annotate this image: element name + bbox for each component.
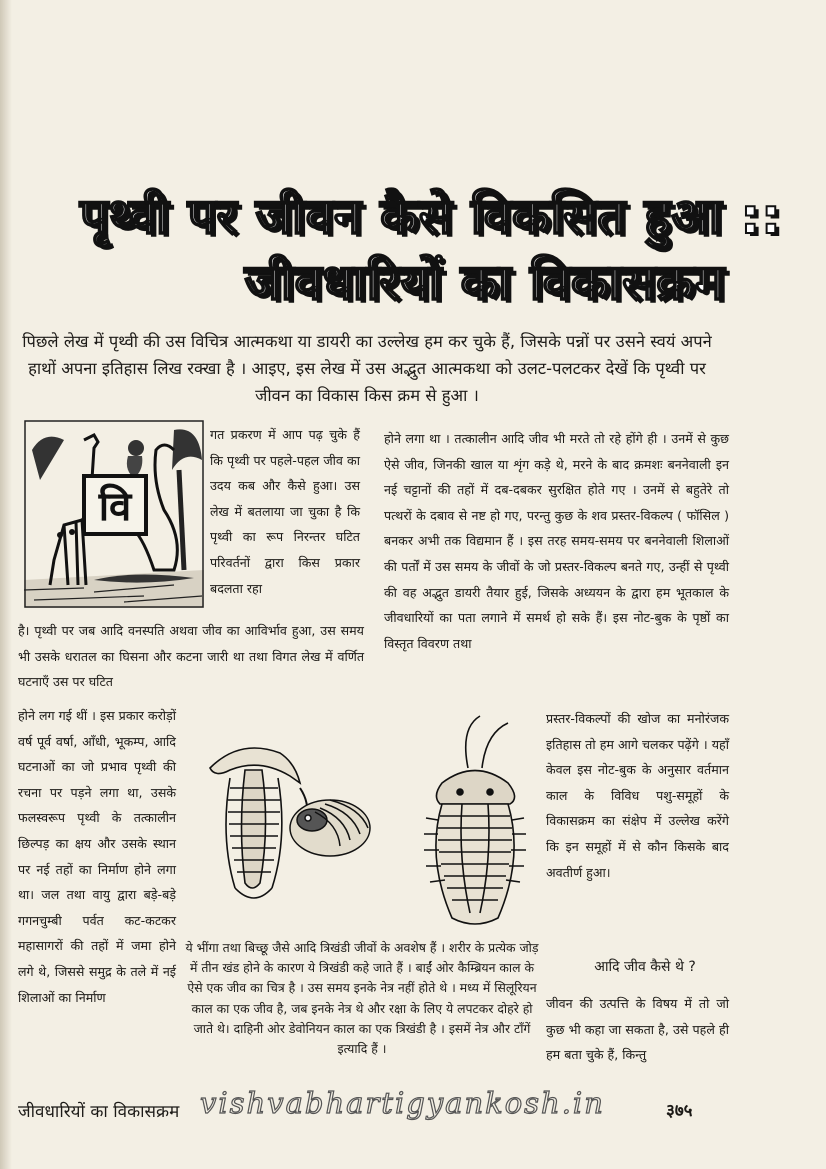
devonian-trilobite-icon — [424, 716, 526, 924]
column1-para-c: होने लग गई थीं । इस प्रकार करोड़ों वर्ष पूर्व वर्षा, आँधी, भूकम्प, आदि घटनाओं का जो प्रभाव पृथ्वी की रचना पर पड़ने लगा था, उसके फलस्वरूप पृथ्वी के तत्कालीन छिल्पड़ का क्षय और उसके स्थान पर नई तहों का निर्माण होने लगा था। जल तथा वायु द्वारा बड़े-बड़े गगनचुम्बी पर्वत कट-कटकर महासागरों की तहों में जमा होने लगे थे, जिससे समुद्र के तले में नई शिलाओं का निर्माण — [18, 708, 176, 1005]
trilobite-illustration — [190, 708, 530, 933]
trilobite-fossils-image — [190, 708, 530, 933]
intro-paragraph: पिछले लेख में पृथ्वी की उस विचित्र आत्मकथा या डायरी का उल्लेख हम कर चुके हैं, जिसके पन्नों पर उसने स्वयं अपने हाथों अपना इतिहास लिख रक्खा है । आइए, इस लेख में उस अद्भुत आत्मकथा को उलट-पलटकर देखें कि पृथ्वी पर जीवन का विकास किस क्रम से हुआ । — [22, 332, 712, 405]
section-subheading: आदि जीव कैसे थे ? — [594, 959, 696, 975]
watermark-text: vishvabhartigyankosh.in — [200, 1086, 605, 1120]
column2-para-a: होने लगा था । तत्कालीन आदि जीव भी मरते तो रहे होंगे ही । उनमें से कुछ ऐसे जीव, जिनकी खाल या शृंग कड़े थे, मरने के बाद क्रमशः बननेवाली इन नई चट्टानों की तहों में दब-दबकर सुरक्षित होते गए । उनमें से बहुतेरे तो पत्थरों के दबाव से नष्ट हो गए, परन्तु कुछ के शव प्रस्तर-विकल्प ( फॉसिल ) बनकर अभी तक विद्यमान हैं । इस तरह समय-समय पर बननेवाली शिलाओं की पर्तों में उस समय के जीवों के जो प्रस्तर-विकल्प बनते गए, उन्हीं से पृथ्वी की वह अद्भुत डायरी तैयार हुई, जिसके अध्ययन के द्वारा हम भूतकाल के जीवधारियों का पता लगाने में समर्थ हो सके हैं। इस नोट-बुक के पृष्ठों का विस्तृत विवरण तथा — [384, 431, 729, 651]
column2-para-b: प्रस्तर-विकल्पों की खोज का मनोरंजक इतिहास तो हम आगे चलकर पढ़ेंगे । यहाँ केवल इस नोट-बुक के अनुसार वर्तमान काल के विविध पशु-समूहों के विकासक्रम का संक्षेप में उल्लेख करेंगे कि इन समूहों में से कौन किसके बाद अवतीर्ण हुआ। — [546, 711, 729, 880]
cambrian-trilobite-icon — [210, 748, 300, 898]
column1-para-a: गत प्रकरण में आप पढ़ चुके हैं कि पृथ्वी पर पहले-पहल जीव का उदय कब और कैसे हुआ। उस लेख में बतलाया जा चुका है कि पृथ्वी का रूप निरन्तर घटित परिवर्तनों द्वारा किस प्रकार बदलता रहा — [210, 427, 360, 596]
dropcap-letter: वि — [98, 484, 132, 530]
figure-caption: ये भींगा तथा बिच्छू जैसे आदि त्रिखंडी जीवों के अवशेष हैं । शरीर के प्रत्येक जोड़ में तीन खंड होने के कारण ये त्रिखंडी कहे जाते हैं । बाईं ओर कैम्ब्रियन काल के ऐसे एक जीव का चित्र है । उस समय इनके नेत्र नहीं होते थे । मध्य में सिलूरियन काल का एक जीव है, जब इनके नेत्र थे और रक्षा के लिए ये लपटकर दोहरे हो जाते थे। दाहिनी ओर डेवोनियन काल का एक त्रिखंडी है । इसमें नेत्र और टाँगें इत्यादि हैं । — [185, 940, 539, 1057]
column2-para-c: जीवन की उत्पत्ति के विषय में तो जो कुछ भी कहा जा सकता है, उसे पहले ही हम बता चुके हैं, किन्तु — [546, 996, 729, 1063]
silurian-rolled-trilobite-icon — [290, 800, 370, 856]
column1-para-b: है। पृथ्वी पर जब आदि वनस्पति अथवा जीव का आविर्भाव हुआ, उस समय भी उसके धरातल का घिसना और कटना जारी था तथा विगत लेख में वर्णित घटनाएँ उस पर घटित — [18, 623, 364, 690]
running-title: जीवधारियों का विकासक्रम — [18, 1102, 180, 1122]
animals-scene-image — [24, 420, 204, 608]
page-number: ३७५ — [666, 1101, 693, 1121]
article-title-line-1: पृथ्वी पर जीवन कैसे विकसित हुआ :: — [80, 188, 782, 245]
dropcap-illustration — [24, 420, 204, 608]
page-edge-shadow — [0, 0, 12, 1169]
article-title-line-2: जीवधारियों का विकासक्रम — [244, 254, 726, 311]
